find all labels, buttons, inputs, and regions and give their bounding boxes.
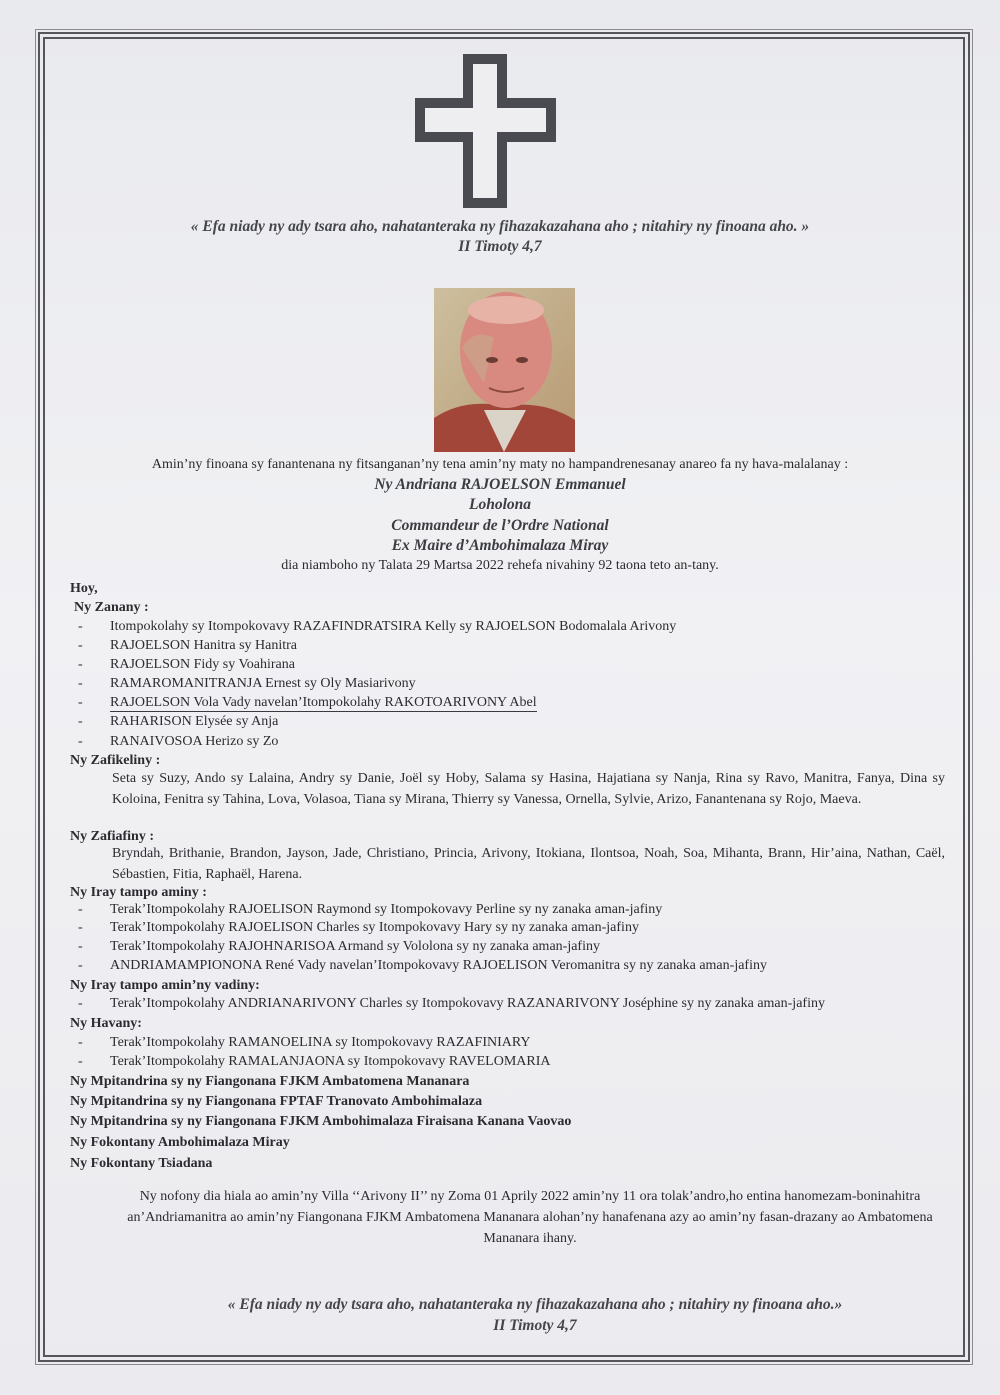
list-item: RANAIVOSOA Herizo sy Zo	[110, 734, 279, 749]
scripture-quote-bottom: « Efa niady ny ady tsara aho, nahatanteraka ny fihazakazahana aho ; nitahiry ny finoana aho.»	[227, 1296, 843, 1313]
list-dash: -	[78, 996, 83, 1011]
cross-icon	[413, 52, 558, 210]
section-heading-iray-tampo: Ny Iray tampo aminy :	[70, 885, 207, 900]
list-item: Terak’Itompokolahy RAJOELISON Charles sy Itompokovavy Hary sy ny zanaka aman-jafiny	[110, 920, 639, 935]
list-item: RAHARISON Elysée sy Anja	[110, 714, 279, 729]
list-item: RAMAROMANITRANJA Ernest sy Oly Masiarivony	[110, 676, 416, 691]
list-dash: -	[78, 734, 83, 749]
list-item: Terak’Itompokolahy RAJOELISON Raymond sy Itompokovavy Perline sy ny zanaka aman-jafiny	[110, 902, 663, 917]
list-dash: -	[78, 958, 83, 973]
scripture-reference-top: II Timoty 4,7	[458, 238, 542, 255]
institution-line: Ny Fokontany Tsiadana	[70, 1156, 213, 1171]
list-item: ANDRIAMAMPIONONA René Vady navelan’Itompokovavy RAJOELISON Veromanitra sy ny zanaka aman-jafiny	[110, 958, 767, 973]
list-dash: -	[78, 939, 83, 954]
zafiafiny-text: Bryndah, Brithanie, Brandon, Jayson, Jade, Christiano, Princia, Arivony, Itokiana, Ilontsoa, Noah, Soa, Mihanta, Brann, Hir’aina, Nathan, Caël, Sébastien, Fitia, Raphaël, Harena.	[112, 846, 945, 882]
list-item: Terak’Itompokolahy RAMALANJAONA sy Itompokovavy RAVELOMARIA	[110, 1054, 551, 1069]
list-dash: -	[78, 1054, 83, 1069]
zafikeliny-text: Seta sy Suzy, Ando sy Lalaina, Andry sy Danie, Joël sy Hoby, Salama sy Hasina, Hajatiana sy Nanja, Rina sy Ravo, Manitra, Fanya, Dina sy Koloina, Fenitra sy Tahina, Lova, Volasoa, Tiana sy Mirana, Thierry sy Vanessa, Ornella, Sylvie, Arizo, Fanantenana sy Rojo, Maeva.	[112, 771, 945, 807]
institution-line: Ny Mpitandrina sy ny Fiangonana FJKM Ambatomena Mananara	[70, 1074, 470, 1089]
list-dash: -	[78, 695, 83, 710]
list-dash: -	[78, 619, 83, 634]
deceased-title: Loholona	[468, 496, 531, 513]
institution-line: Ny Fokontany Ambohimalaza Miray	[70, 1135, 290, 1150]
list-item: Itompokolahy sy Itompokovavy RAZAFINDRATSIRA Kelly sy RAJOELSON Bodomalala Arivony	[110, 619, 677, 634]
portrait-photo	[434, 288, 575, 452]
section-heading-havany: Ny Havany:	[70, 1016, 142, 1031]
scripture-quote-top: « Efa niady ny ady tsara aho, nahatanteraka ny fihazakazahana aho ; nitahiry ny finoana aho. »	[190, 218, 810, 235]
list-item: Terak’Itompokolahy RAMANOELINA sy Itompokovavy RAZAFINIARY	[110, 1035, 531, 1050]
section-heading-zafiafiny: Ny Zafiafiny :	[70, 829, 154, 844]
section-heading-zanany: Ny Zanany :	[74, 600, 149, 615]
list-dash: -	[78, 714, 83, 729]
list-item: RAJOELSON Vola Vady navelan’Itompokolahy RAKOTOARIVONY Abel	[110, 695, 537, 710]
intro-text: Amin’ny finoana sy fanantenana ny fitsanganan’ny tena amin’ny maty no hampandrenesanay anareo fa ny hava-malalanay :	[151, 457, 849, 472]
list-item: RAJOELSON Fidy sy Voahirana	[110, 657, 295, 672]
list-dash: -	[78, 920, 83, 935]
section-heading-zafikeliny: Ny Zafikeliny :	[70, 753, 161, 768]
list-dash: -	[78, 1035, 83, 1050]
funeral-details: Ny nofony dia hiala ao amin’ny Villa ‘‘Arivony II’’ ny Zoma 01 Aprily 2022 amin’ny 11 ora tolak’andro,ho entina hanomezam-boninahitra an’Andriamanitra ao amin’ny Fiangonana FJKM Ambatomena Mananara alohan’ny hanafenana azy ao amin’ny fasan-drazany ao Ambatomena Mananara ihany.	[127, 1189, 933, 1246]
list-item: Terak’Itompokolahy ANDRIANARIVONY Charles sy Itompokovavy RAZANARIVONY Joséphine sy ny zanaka aman-jafiny	[110, 996, 825, 1011]
deceased-title: Ex Maire d’Ambohimalaza Miray	[391, 537, 609, 554]
section-heading-iray-tampo-vadiny: Ny Iray tampo amin’ny vadiny:	[70, 978, 260, 993]
list-dash: -	[78, 638, 83, 653]
list-item: RAJOELSON Hanitra sy Hanitra	[110, 638, 298, 653]
hoy-label: Hoy,	[70, 581, 98, 596]
list-dash: -	[78, 902, 83, 917]
institution-line: Ny Mpitandrina sy ny Fiangonana FPTAF Tranovato Ambohimalaza	[70, 1094, 483, 1109]
list-dash: -	[78, 657, 83, 672]
deceased-title: Commandeur de l’Ordre National	[391, 517, 609, 534]
death-notice: dia niamboho ny Talata 29 Martsa 2022 rehefa nivahiny 92 taona teto an-tany.	[281, 558, 719, 573]
scripture-reference-bottom: II Timoty 4,7	[493, 1317, 577, 1334]
list-item: Terak’Itompokolahy RAJOHNARISOA Armand sy Vololona sy ny zanaka aman-jafiny	[110, 939, 600, 954]
list-dash: -	[78, 676, 83, 691]
deceased-name: Ny Andriana RAJOELSON Emmanuel	[374, 476, 626, 493]
institution-line: Ny Mpitandrina sy ny Fiangonana FJKM Ambohimalaza Firaisana Kanana Vaovao	[70, 1114, 572, 1129]
